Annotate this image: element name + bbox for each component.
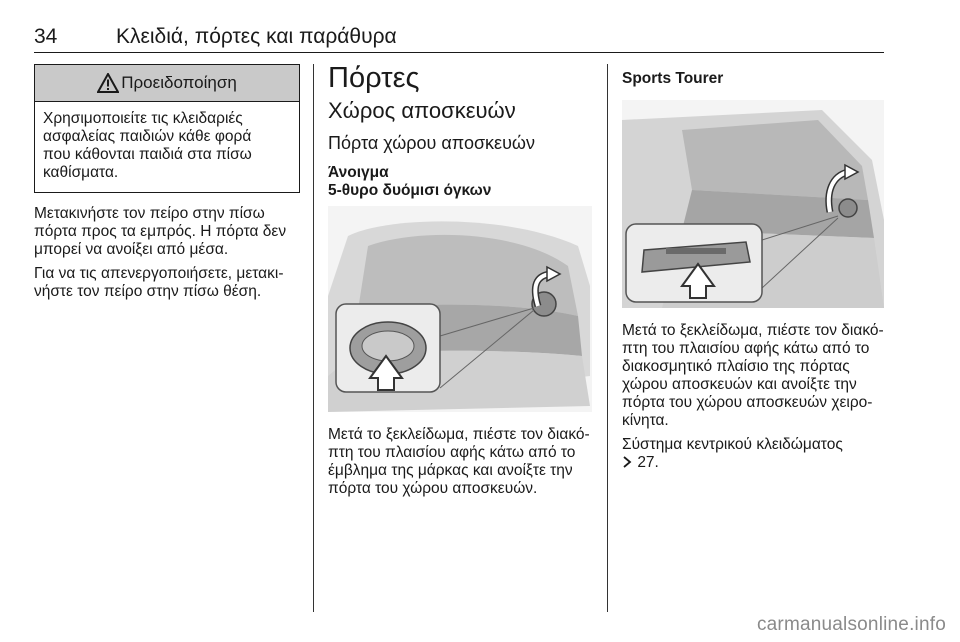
subsection-heading: Χώρος αποσκευών bbox=[328, 98, 516, 123]
hatchback-tailgate-illustration bbox=[328, 206, 592, 412]
caption-line: πόρτα του χώρου αποσκευών. bbox=[328, 480, 538, 497]
page-header bbox=[34, 26, 884, 53]
warning-line: καθίσματα. bbox=[43, 164, 119, 181]
sports-tourer-tailgate-illustration bbox=[622, 100, 884, 308]
figure-caption bbox=[328, 426, 596, 498]
column-right bbox=[622, 64, 884, 472]
caption-line: πόρτα του χώρου αποσκευών χειρο- bbox=[622, 394, 873, 411]
subheading-sports-tourer: Sports Tourer bbox=[622, 70, 724, 87]
page-reference-arrow-icon bbox=[622, 456, 633, 468]
paragraph-line: Για να τις απενεργοποιήσετε, μετακι- bbox=[34, 265, 284, 282]
warning-title: Προειδοποίηση bbox=[121, 73, 237, 92]
caption-line: έμβλημα της μάρκας και ανοίξτε την bbox=[328, 462, 573, 479]
column-divider bbox=[607, 64, 608, 612]
subheading-opening: Άνοιγμα bbox=[328, 164, 389, 181]
paragraph-line: Μετακινήστε τον πείρο στην πίσω bbox=[34, 205, 265, 222]
caption-line: πτη του πλαισίου αφής κάτω από το bbox=[622, 340, 870, 357]
paragraph bbox=[34, 265, 300, 301]
paragraph-line: πόρτα προς τα εμπρός. Η πόρτα δεν bbox=[34, 223, 287, 240]
column-middle bbox=[328, 64, 596, 498]
cross-reference-number: 27. bbox=[637, 454, 659, 471]
caption-line: Μετά το ξεκλείδωμα, πιέστε τον διακό- bbox=[622, 322, 884, 339]
caption-line: Μετά το ξεκλείδωμα, πιέστε τον διακό- bbox=[328, 426, 590, 443]
section-heading: Πόρτες bbox=[328, 62, 420, 94]
subheading-hatchback: 5-θυρο δυόμισι όγκων bbox=[328, 182, 492, 199]
paragraph bbox=[34, 205, 300, 259]
caption-line: πτη του πλαισίου αφής κάτω από το bbox=[328, 444, 576, 461]
warning-box bbox=[34, 64, 300, 193]
paragraph-line: νήστε τον πείρο στην πίσω θέση. bbox=[34, 283, 262, 300]
column-left bbox=[34, 64, 300, 301]
paragraph-line: μπορεί να ανοίξει από μέσα. bbox=[34, 241, 229, 258]
cross-reference-page bbox=[622, 454, 884, 472]
caption-line: διακοσμητικό πλαίσιο της πόρτας bbox=[622, 358, 850, 375]
figure-caption bbox=[622, 322, 884, 430]
warning-line: που κάθονται παιδιά στα πίσω bbox=[43, 146, 252, 163]
caption-line: χώρου αποσκευών και ανοίξτε την bbox=[622, 376, 857, 393]
warning-text bbox=[35, 102, 299, 192]
cross-reference-text: Σύστημα κεντρικού κλειδώματος bbox=[622, 436, 843, 453]
column-divider bbox=[313, 64, 314, 612]
page-number: 34 bbox=[34, 25, 58, 48]
warning-line: ασφαλείας παιδιών κάθε φορά bbox=[43, 128, 252, 145]
warning-header bbox=[35, 65, 299, 102]
cross-reference[interactable] bbox=[622, 436, 884, 472]
topic-heading: Πόρτα χώρου αποσκευών bbox=[328, 133, 535, 153]
warning-triangle-icon bbox=[97, 73, 119, 93]
warning-line: Χρησιμοποιείτε τις κλειδαριές bbox=[43, 110, 243, 127]
watermark: carmanualsonline.info bbox=[756, 614, 946, 635]
chapter-title: Κλειδιά, πόρτες και παράθυρα bbox=[116, 25, 397, 48]
caption-line: κίνητα. bbox=[622, 412, 669, 429]
